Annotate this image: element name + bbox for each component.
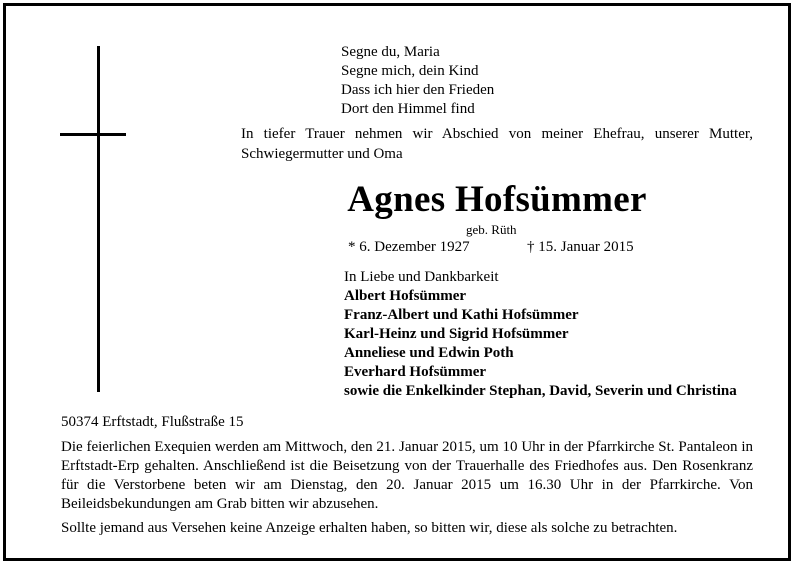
deceased-name: Agnes Hofsümmer [347,179,647,220]
poem-line: Dort den Himmel find [341,101,475,117]
poem-line: Dass ich hier den Frieden [341,82,495,98]
mourner-name: Albert Hofsümmer [344,288,467,304]
mourner-name: Karl-Heinz und Sigrid Hofsümmer [344,326,569,342]
mourner-name: Everhard Hofsümmer [344,364,487,380]
address: 50374 Erftstadt, Flußstraße 15 [61,414,244,430]
closing-text: Sollte jemand aus Versehen keine Anzeige erhalten haben, so bitten wir, diese als solche zu betrachten. [61,520,678,536]
poem [341,43,494,119]
poem-line: Segne du, Maria [341,44,440,60]
cross-icon-horizontal [60,133,126,136]
mourners [344,268,737,401]
intro-text: In tiefer Trauer nehmen wir Abschied von meiner Ehefrau, unserer Mutter, Schwiegermutter und Oma [241,126,753,162]
maiden-name: geb. Rüth [466,222,517,237]
death-date: † 15. Januar 2015 [527,239,634,255]
mourner-name: sowie die Enkelkinder Stephan, David, Severin und Christina [344,383,737,399]
poem-line: Segne mich, dein Kind [341,63,479,79]
service-text: Die feierlichen Exequien werden am Mittwoch, den 21. Januar 2015, um 10 Uhr in der Pfarrkirche St. Pantaleon in Erftstadt-Erp gehalten. Anschließend ist die Beisetzung von der Trauerhalle des Friedhofes aus. Den Rosenkranz für die Verstorbene beten wir am Dienstag, den 20. Januar 2015 um 16.30 Uhr in der Pfarrkirche. Von Beileidsbekundungen am Grab bitten wir abzusehen. [61,439,753,512]
birth-date: * 6. Dezember 1927 [348,239,470,255]
mourner-name: Franz-Albert und Kathi Hofsümmer [344,307,579,323]
notice-frame [3,3,791,561]
mourners-heading: In Liebe und Dankbarkeit [344,269,499,285]
mourner-name: Anneliese und Edwin Poth [344,345,514,361]
